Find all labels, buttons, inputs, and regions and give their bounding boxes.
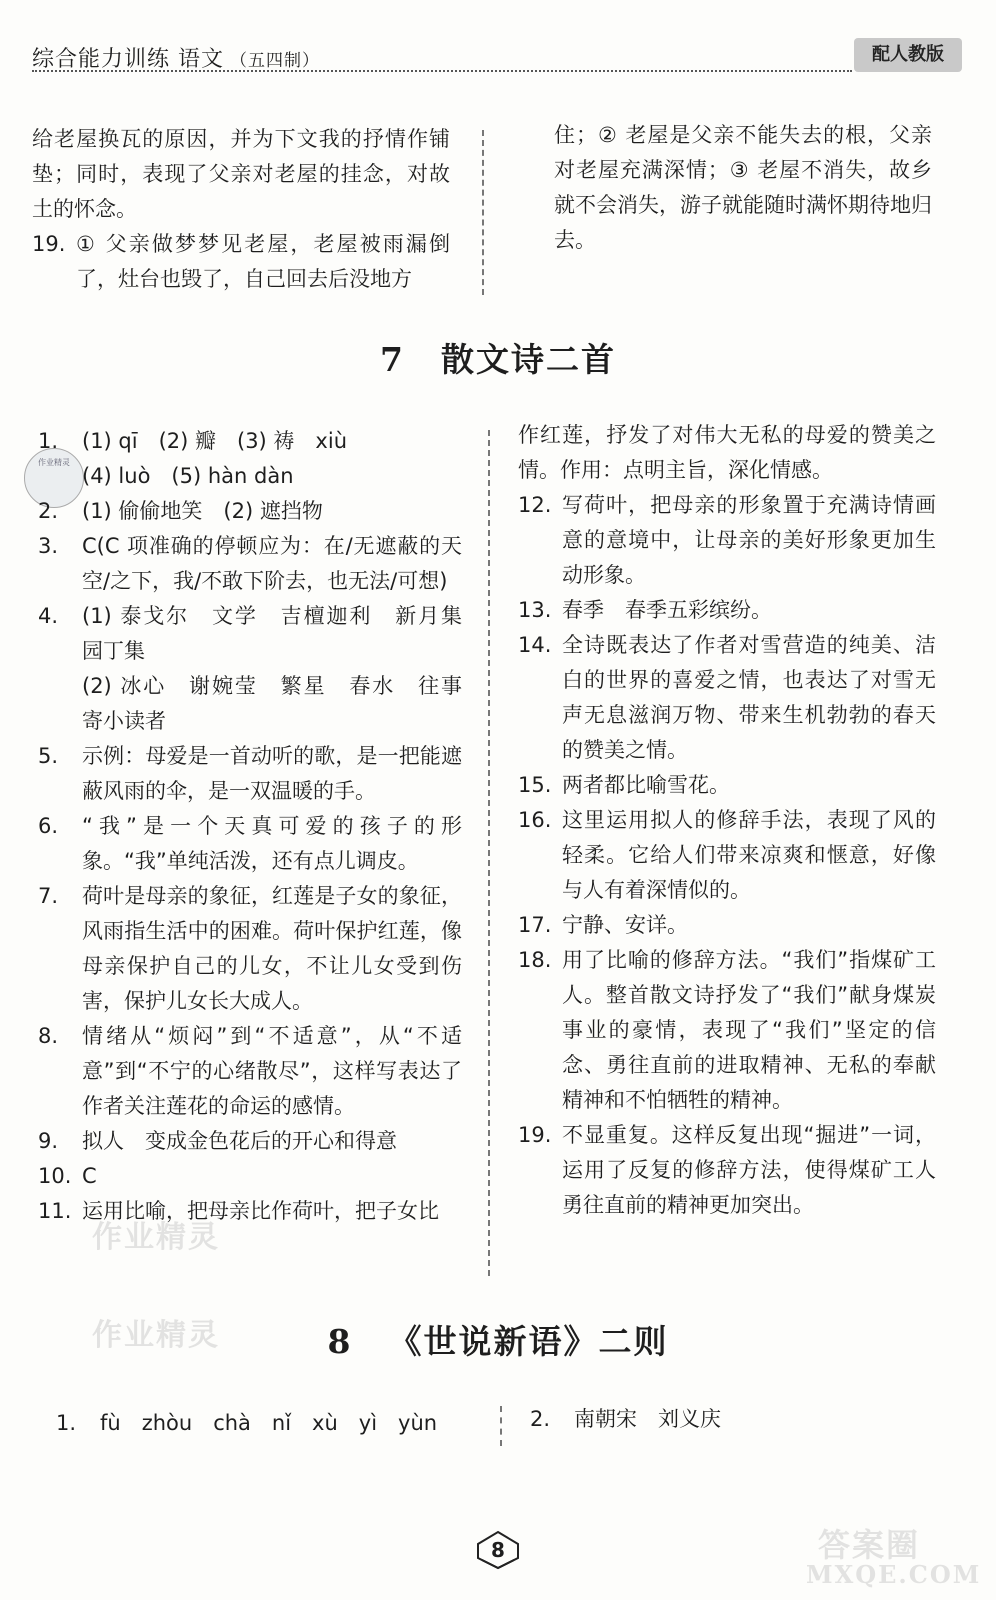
answer-item <box>38 669 483 739</box>
answer-text: 拟人 变成金色花后的开心和得意 <box>82 1129 397 1153</box>
edition-badge: 配人教版 <box>854 38 962 72</box>
answer-text: 不显重复。这样反复出现“掘进”一词，运用了反复的修辞方法，使得煤矿工人勇往直前的精神更加突出。 <box>562 1123 936 1217</box>
answer-text: 宁静、安详。 <box>562 913 688 937</box>
answer-item <box>38 529 462 599</box>
answer-number: 1. <box>56 1411 77 1435</box>
section-number: 8 <box>327 1322 353 1361</box>
watermark: 作业精灵 <box>92 1220 220 1255</box>
answer-number: 10. <box>38 1164 72 1188</box>
answer-number: 9. <box>38 1129 59 1153</box>
answer-item <box>518 803 936 908</box>
answer-item <box>38 739 462 809</box>
answer-text: 给老屋换瓦的原因，并为下文我的抒情作铺垫；同时，表现了父亲对老屋的挂念，对故土的怀念。 <box>32 127 450 221</box>
watermark: 答案圈 <box>818 1526 921 1564</box>
answer-number: 6. <box>38 814 59 838</box>
answer-number: 19. <box>518 1123 552 1147</box>
answer-text: 住；② 老屋是父亲不能失去的根，父亲对老屋充满深情；③ 老屋不消失，故乡就不会消失，游子就能随时满怀期待地归去。 <box>554 123 932 252</box>
answer-item <box>38 809 462 879</box>
section-heading: 《世说新语》二则 <box>388 1322 669 1361</box>
answer-item <box>38 879 462 1019</box>
answer-text: “我”是一个天真可爱的孩子的形象。“我”单纯活泼，还有点儿调皮。 <box>82 814 462 873</box>
book-title <box>32 42 320 73</box>
book-title-text: 综合能力训练 语文 <box>32 47 224 72</box>
answer-text: 运用比喻，把母亲比作荷叶，把子女比 <box>82 1199 439 1223</box>
answer-number: 8. <box>38 1024 59 1048</box>
answer-text: 示例：母爱是一首动听的歌，是一把能遮蔽风雨的伞，是一双温暖的手。 <box>82 744 462 803</box>
header-dotted-rule <box>32 70 852 72</box>
watermark: MXQE.COM <box>806 1560 982 1589</box>
answer-item <box>518 593 936 628</box>
answer-item <box>518 418 936 488</box>
page-number-text: 8 <box>491 1538 505 1562</box>
answer-number: 7. <box>38 884 59 908</box>
answer-number: 11. <box>38 1199 72 1223</box>
section7-left-column <box>38 424 483 1229</box>
answer-text: (1) 泰戈尔 文学 吉檀迦利 新月集 园丁集 <box>82 604 483 663</box>
answer-text: 春季 春季五彩缤纷。 <box>562 598 772 622</box>
answer-item <box>518 768 936 803</box>
answer-text: C <box>82 1164 97 1188</box>
page-header <box>32 38 962 78</box>
answer-item <box>518 628 936 768</box>
answer-item <box>38 459 462 494</box>
answer-number: 13. <box>518 598 552 622</box>
answer-text: 两者都比喻雪花。 <box>562 773 730 797</box>
answer-text: 写荷叶，把母亲的形象置于充满诗情画意的意境中，让母亲的美好形象更加生动形象。 <box>562 493 936 587</box>
answer-text: (1) qī (2) 瓣 (3) 祷 xiù <box>82 429 348 453</box>
answer-number: 16. <box>518 808 552 832</box>
answer-number: 14. <box>518 633 552 657</box>
answer-text: 荷叶是母亲的象征，红莲是子女的象征，风雨指生活中的困难。荷叶保护红莲，像母亲保护自己的儿女，不让儿女受到伤害，保护儿女长大成人。 <box>82 884 462 1013</box>
answer-number: 2. <box>38 499 59 523</box>
column-divider <box>488 430 490 1276</box>
homework-stamp: 作业精灵 <box>24 448 84 508</box>
answer-text: (1) 偷偷地笑 (2) 遮挡物 <box>82 499 323 523</box>
answer-text: C(C 项准确的停顿应为：在/无遮蔽的天空/之下，我/不敢下阶去，也无法/可想) <box>82 534 462 593</box>
section-number: 7 <box>380 340 405 379</box>
answer-text: 全诗既表达了作者对雪营造的纯美、洁白的世界的喜爱之情，也表达了对雪无声无息滋润万物、带来生机勃勃的春天的赞美之情。 <box>562 633 936 762</box>
answer-item <box>32 227 450 297</box>
answer-text: ① 父亲做梦梦见老屋，老屋被雨漏倒了，灶台也毁了，自己回去后没地方 <box>76 232 450 291</box>
answer-text: 情绪从“烦闷”到“不适意”，从“不适意”到“不宁的心绪散尽”，这样写表达了作者关注莲花的命运的感情。 <box>82 1024 462 1118</box>
column-divider <box>482 130 484 295</box>
answer-item <box>518 488 936 593</box>
answer-number: 5. <box>38 744 59 768</box>
answer-item <box>518 1118 936 1223</box>
answer-item <box>32 122 450 227</box>
answer-number: 12. <box>518 493 552 517</box>
answer-text: 这里运用拟人的修辞手法，表现了风的轻柔。它给人们带来凉爽和惬意，好像与人有着深情似的。 <box>562 808 936 902</box>
answer-item <box>554 118 932 258</box>
section8-right-column <box>530 1402 930 1437</box>
column-divider <box>500 1406 502 1446</box>
answer-item <box>38 424 462 459</box>
page-number <box>472 1530 524 1570</box>
answer-item <box>38 494 462 529</box>
answer-number: 1. <box>38 429 59 453</box>
answer-item <box>38 1159 462 1194</box>
answer-text: 作红莲，抒发了对伟大无私的母爱的赞美之情。作用：点明主旨，深化情感。 <box>518 423 936 482</box>
top-right-column <box>554 118 932 258</box>
top-left-column <box>32 122 450 297</box>
answer-item <box>56 1406 476 1441</box>
answer-number: 3. <box>38 534 59 558</box>
answer-number: 17. <box>518 913 552 937</box>
answer-item <box>518 943 936 1118</box>
answer-text: 用了比喻的修辞方法。“我们”指煤矿工人。整首散文诗抒发了“我们”献身煤炭事业的豪情，表现了“我们”坚定的信念、勇往直前的进取精神、无私的奉献精神和不怕牺牲的精神。 <box>562 948 936 1112</box>
section7-right-column <box>518 418 936 1223</box>
section8-left-column <box>56 1406 476 1441</box>
answer-text: (4) luò (5) hàn dàn <box>82 464 294 488</box>
answer-item <box>518 908 936 943</box>
section-heading: 散文诗二首 <box>440 340 616 379</box>
answer-number: 19. <box>32 232 66 256</box>
section-title-7 <box>0 334 996 381</box>
answer-item <box>38 599 483 669</box>
book-subtitle: （五四制） <box>230 51 320 71</box>
answer-number: 4. <box>38 604 59 628</box>
answer-text: (2) 冰心 谢婉莹 繁星 春水 往事 寄小读者 <box>82 674 483 733</box>
answer-number: 18. <box>518 948 552 972</box>
answer-item <box>38 1124 462 1159</box>
answer-number: 2. <box>530 1407 551 1431</box>
answer-item <box>530 1402 930 1437</box>
answer-number: 15. <box>518 773 552 797</box>
answer-item <box>38 1019 462 1124</box>
answer-text: 南朝宋 刘义庆 <box>574 1407 721 1431</box>
watermark: 作业精灵 <box>92 1318 220 1353</box>
answer-text: fù zhòu chà nǐ xù yì yùn <box>100 1411 438 1435</box>
